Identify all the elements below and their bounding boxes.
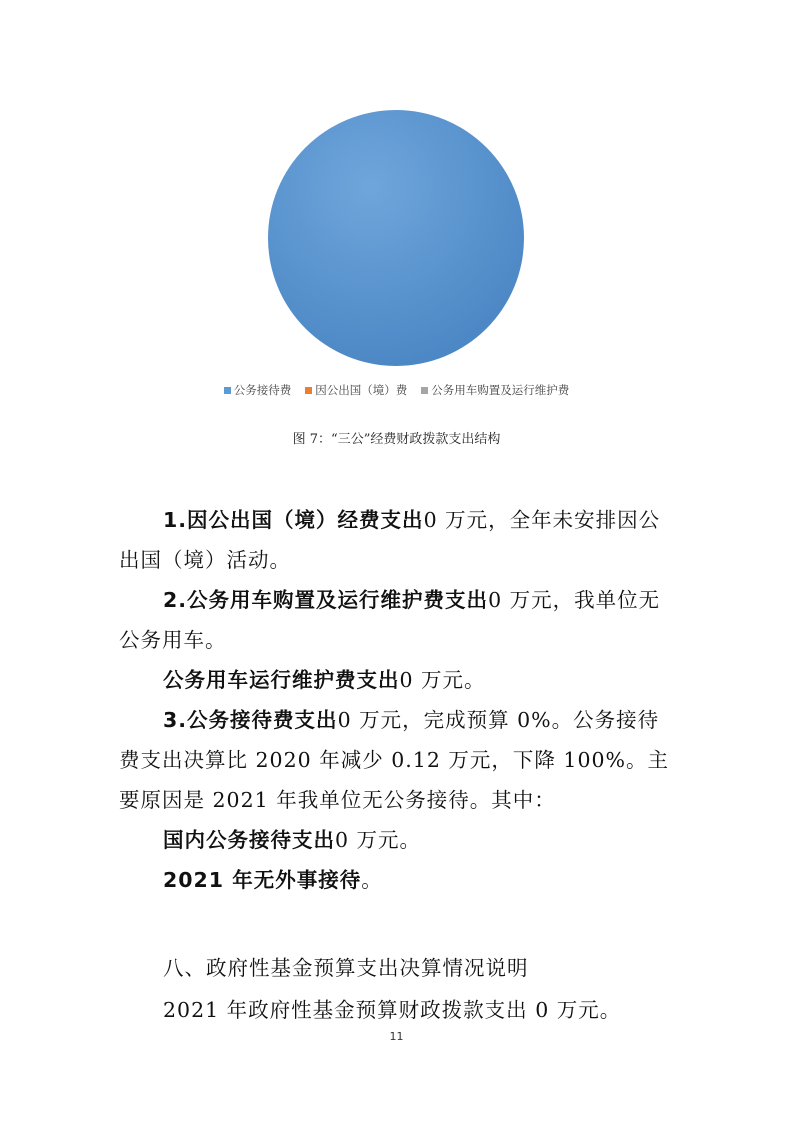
paragraph-5-heading: 国内公务接待支出 bbox=[163, 828, 335, 852]
legend-swatch-3 bbox=[421, 387, 428, 394]
paragraph-3-text: 0 万元。 bbox=[399, 668, 486, 692]
pie-slice-1 bbox=[268, 110, 524, 366]
paragraph-2 bbox=[119, 580, 679, 660]
paragraph-4-text: 0 万元，完成预算 0%。公务接待费支出决算比 2020 年减少 0.12 万元，下降 100%。主要原因是 2021 年我单位无公务接待。其中： bbox=[119, 708, 670, 812]
legend-item-3 bbox=[421, 382, 569, 398]
legend-item-1 bbox=[224, 382, 292, 398]
paragraph-2-text: 0 万元，我单位无公务用车。 bbox=[119, 588, 661, 652]
paragraph-3 bbox=[119, 660, 679, 700]
paragraph-6-heading: 2021 年无外事接待 bbox=[163, 868, 362, 892]
legend-label-3: 公务用车购置及运行维护费 bbox=[431, 383, 570, 397]
section-text: 2021 年政府性基金预算财政拨款支出 0 万元。 bbox=[163, 998, 622, 1022]
paragraph-6-text: 。 bbox=[361, 868, 383, 892]
paragraph-2-heading: 2.公务用车购置及运行维护费支出 bbox=[163, 588, 489, 612]
paragraph-5-text: 0 万元。 bbox=[335, 828, 422, 852]
legend-swatch-2 bbox=[305, 387, 312, 394]
paragraph-3-heading: 公务用车运行维护费支出 bbox=[163, 668, 400, 692]
paragraph-4-heading: 3.公务接待费支出 bbox=[163, 708, 338, 732]
paragraph-5 bbox=[119, 820, 679, 860]
legend-swatch-1 bbox=[224, 387, 231, 394]
paragraph-4 bbox=[119, 700, 679, 820]
section-heading: 八、政府性基金预算支出决算情况说明 bbox=[163, 956, 529, 980]
paragraph-1-heading: 1.因公出国（境）经费支出 bbox=[163, 508, 424, 532]
page-number: 11 bbox=[389, 1030, 404, 1043]
figure-caption: 图 7：“三公”经费财政拨款支出结构 bbox=[292, 432, 501, 447]
paragraph-1 bbox=[119, 500, 679, 580]
legend-item-2 bbox=[305, 382, 407, 398]
chart-legend bbox=[0, 382, 793, 398]
pie-chart bbox=[0, 0, 793, 380]
paragraph-1-text: 0 万元，全年未安排因公出国（境）活动。 bbox=[119, 508, 661, 572]
legend-label-1: 公务接待费 bbox=[233, 383, 292, 397]
paragraph-6 bbox=[119, 860, 679, 900]
legend-label-2: 因公出国（境）费 bbox=[315, 383, 408, 397]
